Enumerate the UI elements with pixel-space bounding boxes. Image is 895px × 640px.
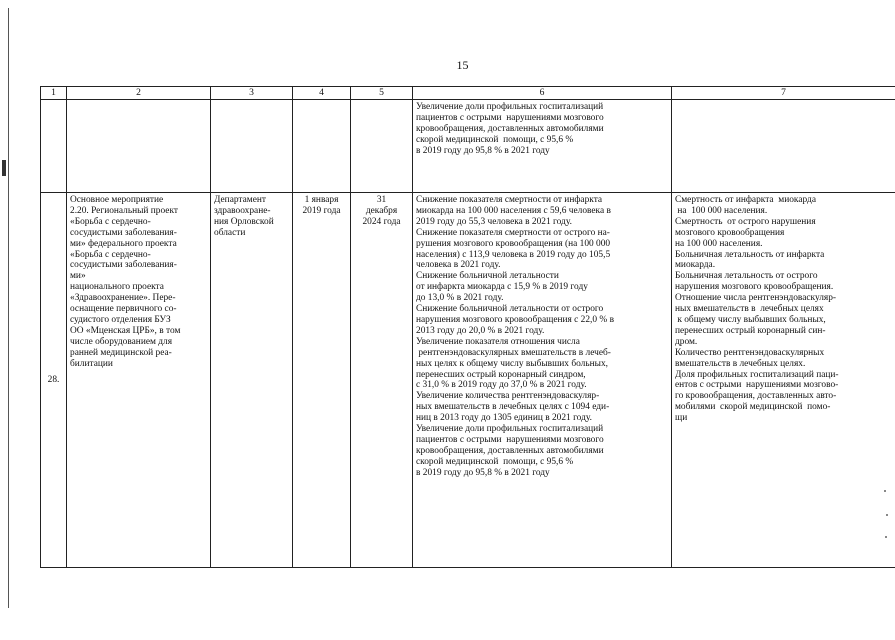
text-line: ми» — [70, 271, 86, 282]
cont-cell-5 — [351, 100, 413, 193]
text-line: 2024 года — [362, 216, 401, 227]
text-line: мобилями скорой медицинской помо- — [675, 402, 831, 413]
page-number: 15 — [456, 58, 469, 72]
table-header-row — [41, 87, 895, 100]
text-line: Основное мероприятие — [70, 195, 164, 205]
scan-speck — [885, 536, 887, 538]
header-col-7: 7 — [672, 87, 895, 100]
text-line: здравоохране- — [214, 205, 271, 216]
text-line: сосудистыми заболевания- — [70, 227, 177, 238]
text-line: в 2019 году до 95,8 % в 2021 году — [416, 145, 550, 156]
left-margin-line — [8, 8, 9, 608]
text-line: Снижение больничной летальности от острого — [416, 304, 604, 315]
text-line: дром. — [675, 336, 698, 347]
cont-cell-2 — [67, 100, 211, 193]
scan-speck — [884, 490, 886, 492]
text-line: в 2019 году до 95,8 % в 2021 году — [416, 467, 550, 478]
expected-results — [413, 193, 672, 568]
text-line: нарушения мозгового кровообращения с 22,0 % в — [416, 314, 615, 325]
text-line: ния Орловской — [214, 216, 274, 227]
text-line: Больничная летальность от инфаркта — [675, 249, 825, 260]
text-line: декабря — [365, 205, 398, 216]
text-line: ниц в 2013 году до 1305 единиц в 2021 году. — [416, 413, 592, 424]
text-line: нарушения мозгового кровообращения. — [675, 282, 834, 293]
text-line: оснащение первичного со- — [70, 304, 177, 315]
text-line: рушения мозгового кровообращения (на 100 000 — [416, 238, 611, 249]
text-line: пациентов с острыми нарушениями мозгового — [416, 112, 604, 123]
text-line: до 13,0 % в 2021 году. — [416, 293, 504, 304]
responsible-executor — [211, 193, 293, 568]
text-line: Снижение показателя смертности от инфаркта — [416, 195, 603, 205]
text-line: 2019 года — [302, 205, 341, 216]
header-col-6: 6 — [413, 87, 672, 100]
cont-cell-7 — [672, 100, 895, 193]
text-line: пациентов с острыми нарушениями мозгового — [416, 434, 604, 445]
text-line: ных вмешательств в лечебных целях с 1094 еди- — [416, 402, 610, 413]
indicators-list — [672, 193, 895, 568]
text-line: вмешательств в лечебных целях. — [675, 358, 806, 369]
text-line: скорой медицинской помощи, с 95,6 % — [416, 456, 574, 467]
text-line: перенесших острый коронарный син- — [675, 325, 826, 336]
text-line: Увеличение количества рентгенэндоваскуляр- — [416, 391, 600, 402]
text-line: сосудистыми заболевания- — [70, 260, 177, 271]
text-line: ми» федерального проекта — [70, 238, 177, 249]
text-line: 2013 году до 20,0 % в 2021 году. — [416, 325, 545, 336]
header-col-4: 4 — [293, 87, 351, 100]
text-line: скорой медицинской помощи, с 95,6 % — [416, 134, 574, 145]
text-line: Смертность от острого нарушения — [675, 216, 816, 227]
text-line: Снижение показателя смертности от острого на- — [416, 227, 610, 238]
text-line: Увеличение доли профильных госпитализаций — [416, 102, 604, 112]
text-line: Снижение больничной летальности — [416, 271, 559, 282]
continuation-row — [41, 100, 895, 193]
text-line: с 31,0 % в 2019 году до 37,0 % в 2021 году. — [416, 380, 587, 391]
text-line: билитации — [70, 358, 113, 369]
binding-mark — [2, 160, 6, 176]
text-line: кровообращения, доставленных автомобилями — [416, 123, 604, 134]
text-line: 1 января — [304, 195, 339, 205]
text-line: на 100 000 населения. — [675, 238, 763, 249]
text-line: «Борьба с сердечно- — [70, 249, 151, 260]
header-col-5: 5 — [351, 87, 413, 100]
text-line: Смертность от инфаркта миокарда — [675, 195, 816, 205]
text-line: к общему числу выбывших больных, — [675, 314, 826, 325]
text-line: ентов с острыми нарушениями мозгово- — [675, 380, 839, 391]
text-line: миокарда на 100 000 населения с 59,6 человека в — [416, 205, 611, 216]
cont-cell-1 — [41, 100, 67, 193]
text-line: судистого отделения БУЗ — [70, 314, 171, 325]
cont-cell-4 — [293, 100, 351, 193]
text-line: «Здравоохранение». Пере- — [70, 293, 176, 304]
text-line: 2019 году до 55,3 человека в 2021 году. — [416, 216, 572, 227]
text-line: от инфаркта миокарда с 15,9 % в 2019 году — [416, 282, 588, 293]
text-line: ранней медицинской реа- — [70, 347, 172, 358]
text-line: Отношение числа рентгенэндоваскуляр- — [675, 293, 837, 304]
cont-cell-indicators — [413, 100, 672, 193]
text-line: перенесших острый коронарный синдром, — [416, 369, 586, 380]
text-line: ОО «Мценская ЦРБ», в том — [70, 325, 181, 336]
text-line: мозгового кровообращения — [675, 227, 785, 238]
text-line: Увеличение показателя отношения числа — [416, 336, 580, 347]
start-date — [293, 193, 351, 568]
end-date — [351, 193, 413, 568]
measure-description — [67, 193, 211, 568]
text-line: ных вмешательств в лечебных целях — [675, 304, 824, 315]
cont-cell-3 — [211, 100, 293, 193]
text-line: 31 — [376, 195, 387, 205]
text-line: Увеличение доли профильных госпитализаций — [416, 424, 604, 435]
text-line: «Борьба с сердечно- — [70, 216, 151, 227]
text-line: Количество рентгенэндоваскулярных — [675, 347, 825, 358]
text-line: го кровообращения, доставленных авто- — [675, 391, 837, 402]
table-row — [41, 193, 895, 568]
header-col-2: 2 — [67, 87, 211, 100]
text-line: Доля профильных госпитализаций паци- — [675, 369, 839, 380]
scan-speck — [886, 514, 888, 516]
text-line: населения) с 113,9 человека в 2019 году до 105,5 — [416, 249, 611, 260]
text-line: рентгенэндоваскулярных вмешательств в лечеб- — [416, 347, 611, 358]
text-line: числе оборудованием для — [70, 336, 173, 347]
text-line: на 100 000 населения. — [675, 205, 768, 216]
text-line: области — [214, 227, 246, 238]
text-line: щи — [675, 413, 688, 424]
text-line: Департамент — [214, 195, 266, 205]
text-line: миокарда. — [675, 260, 716, 271]
text-line: кровообращения, доставленных автомобилями — [416, 445, 604, 456]
text-line: Больничная летальность от острого — [675, 271, 818, 282]
text-line: человека в 2021 году. — [416, 260, 501, 271]
measures-table — [40, 86, 895, 568]
row-number: 28. — [41, 193, 67, 568]
text-line: ных целях к общему числу выбывших больных, — [416, 358, 608, 369]
text-line: 2.20. Региональный проект — [70, 205, 178, 216]
header-col-1: 1 — [41, 87, 67, 100]
header-col-3: 3 — [211, 87, 293, 100]
text-line: национального проекта — [70, 282, 164, 293]
